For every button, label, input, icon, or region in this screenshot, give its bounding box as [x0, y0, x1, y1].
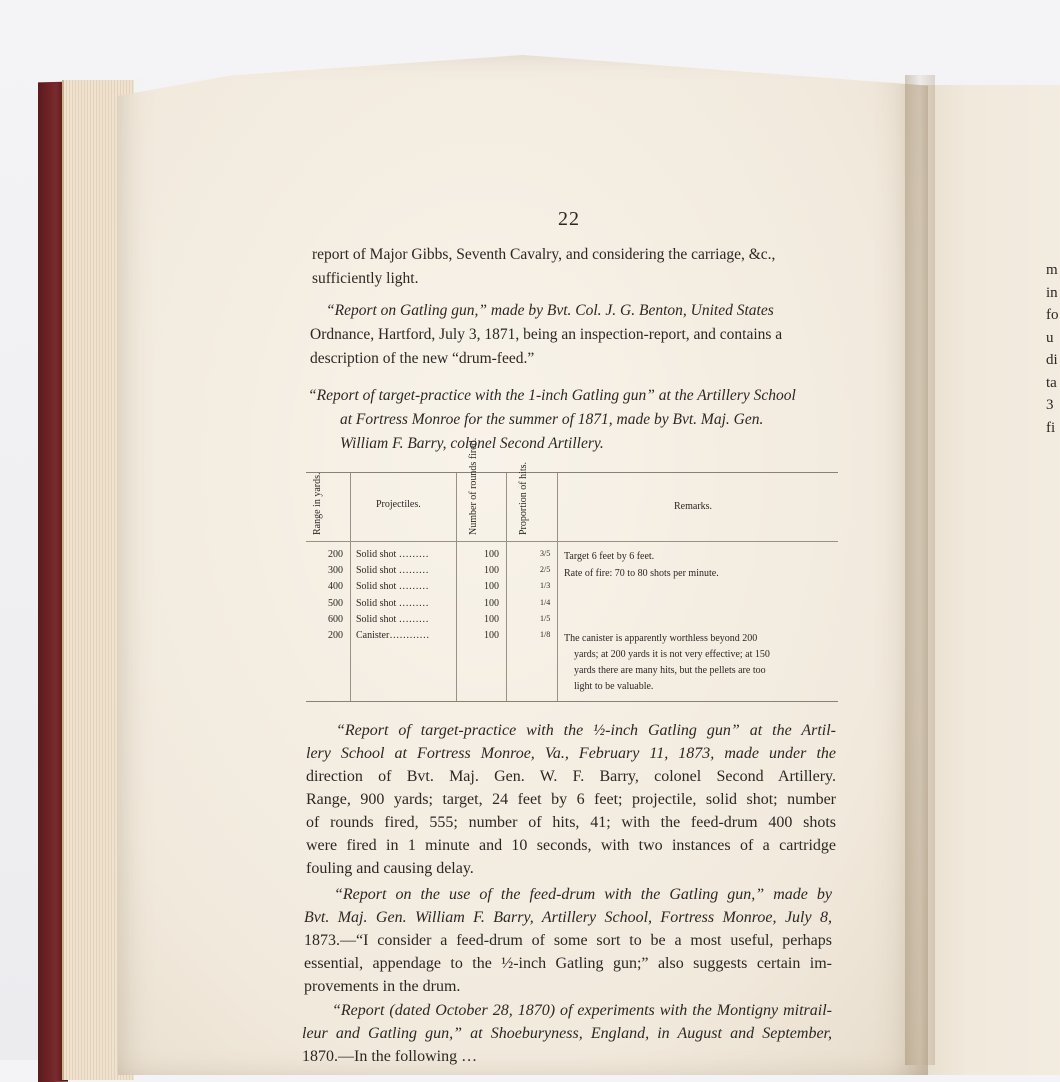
- header-rounds: Number of rounds fired.: [468, 437, 479, 535]
- p5-line-5: provements in the drum.: [304, 978, 461, 995]
- table-cell-range: 400: [328, 581, 343, 593]
- table-cell-projectile: Solid shot ………: [356, 549, 429, 560]
- p4-line-1: “Report of target-practice with the ½-inch Gatling gun” at the Artil-: [336, 722, 836, 739]
- remark-canister-3: yards there are many hits, but the pellets are too: [574, 665, 766, 676]
- header-proportion: Proportion of hits.: [518, 461, 529, 535]
- right-page-fragment: fi: [1046, 419, 1056, 436]
- table-cell-projectile: Solid shot ………: [356, 581, 429, 593]
- table-cell-range: 200: [328, 630, 343, 641]
- table-cell-range: 600: [328, 613, 343, 625]
- table-cell-projectile: Solid shot ………: [356, 565, 429, 577]
- paragraph-2-line-2: Ordnance, Hartford, July 3, 1871, being an inspection-report, and contains a: [310, 326, 783, 343]
- table-cell-range: 200: [328, 549, 343, 560]
- paragraph-1-line-2: sufficiently light.: [312, 270, 419, 287]
- remark-canister-2: yards; at 200 yards it is not very effective; at 150: [574, 649, 770, 660]
- right-page-fragment: u: [1046, 329, 1054, 346]
- table-cell-proportion: 1/8: [540, 630, 551, 639]
- p4-line-5: of rounds fired, 555; number of hits, 41; with the feed-drum 400 shots: [306, 814, 836, 831]
- right-page-fragment: 3: [1046, 397, 1054, 413]
- table-cell-rounds: 100: [484, 613, 499, 625]
- paragraph-2-line-3: description of the new “drum-feed.”: [310, 350, 535, 367]
- table-cell-proportion: 2/5: [540, 565, 551, 575]
- remark-target: Target 6 feet by 6 feet.: [564, 551, 655, 562]
- table-cell-rounds: 100: [484, 581, 499, 593]
- paragraph-1-line-1: report of Major Gibbs, Seventh Cavalry, and considering the carriage, &c.,: [312, 246, 776, 263]
- paragraph-2-line-1: “Report on Gatling gun,” made by Bvt. Col. J. G. Benton, United States: [326, 302, 774, 319]
- table-caption-line-2: at Fortress Monroe for the summer of 1871, made by Bvt. Maj. Gen.: [340, 411, 764, 428]
- page-number: 22: [558, 208, 580, 230]
- p5-line-3: 1873.—“I consider a feed-drum of some sort to be a most useful, perhaps: [304, 932, 832, 949]
- book-gutter: [905, 75, 935, 1065]
- right-page-fragment: fo: [1046, 307, 1059, 323]
- table-caption-line-1: “Report of target-practice with the 1-inch Gatling gun” at the Artillery School: [308, 387, 796, 404]
- table-cell-rounds: 100: [484, 549, 499, 560]
- table-cell-rounds: 100: [484, 630, 499, 641]
- table-cell-range: 300: [328, 565, 343, 577]
- table-cell-rounds: 100: [484, 597, 499, 609]
- p4-line-4: Range, 900 yards; target, 24 feet by 6 feet; projectile, solid shot; number: [306, 791, 836, 808]
- remark-canister-4: light to be valuable.: [574, 681, 654, 692]
- header-remarks: Remarks.: [674, 501, 713, 512]
- p6-line-2: leur and Gatling gun,” at Shoeburyness, England, in August and September,: [302, 1025, 832, 1042]
- p4-line-3: direction of Bvt. Maj. Gen. W. F. Barry, colonel Second Artillery.: [306, 768, 836, 785]
- p6-line-3: 1870.—In the following …: [302, 1048, 478, 1065]
- header-projectiles: Projectiles.: [376, 499, 421, 510]
- p6-line-1: “Report (dated October 28, 1870) of experiments with the Montigny mitrail-: [332, 1002, 832, 1019]
- right-page: [920, 85, 1060, 1075]
- p4-line-7: fouling and causing delay.: [306, 860, 474, 877]
- table-cell-proportion: 3/5: [540, 549, 551, 558]
- right-page-fragment: di: [1046, 352, 1058, 368]
- header-range: Range in yards.: [312, 472, 323, 535]
- table-caption-line-3: William F. Barry, colonel Second Artillery.: [340, 435, 604, 452]
- table-cell-range: 500: [328, 597, 343, 609]
- p5-line-4: essential, appendage to the ½-inch Gatling gun;” also suggests certain im-: [304, 955, 832, 972]
- table-cell-proportion: 1/5: [540, 613, 551, 623]
- right-page-fragment: ta: [1046, 374, 1057, 391]
- table-cell-projectile: Canister…………: [356, 630, 430, 641]
- p5-line-1: “Report on the use of the feed-drum with the Gatling gun,” made by: [334, 886, 832, 903]
- table-cell-projectile: Solid shot ………: [356, 613, 429, 625]
- remark-rate: Rate of fire: 70 to 80 shots per minute.: [564, 568, 719, 579]
- right-page-fragment: m: [1046, 262, 1058, 278]
- remark-canister-1: The canister is apparently worthless beyond 200: [564, 633, 758, 644]
- p5-line-2: Bvt. Maj. Gen. William F. Barry, Artillery School, Fortress Monroe, July 8,: [304, 909, 832, 926]
- table-cell-proportion: 1/4: [540, 597, 551, 607]
- table-cell-proportion: 1/3: [540, 581, 551, 591]
- table-cell-projectile: Solid shot ………: [356, 597, 429, 609]
- right-page-fragment: in: [1046, 284, 1058, 301]
- p4-line-6: were fired in 1 minute and 10 seconds, with two instances of a cartridge: [306, 837, 836, 854]
- p4-line-2: lery School at Fortress Monroe, Va., February 11, 1873, made under the: [306, 745, 836, 762]
- table-cell-rounds: 100: [484, 565, 499, 577]
